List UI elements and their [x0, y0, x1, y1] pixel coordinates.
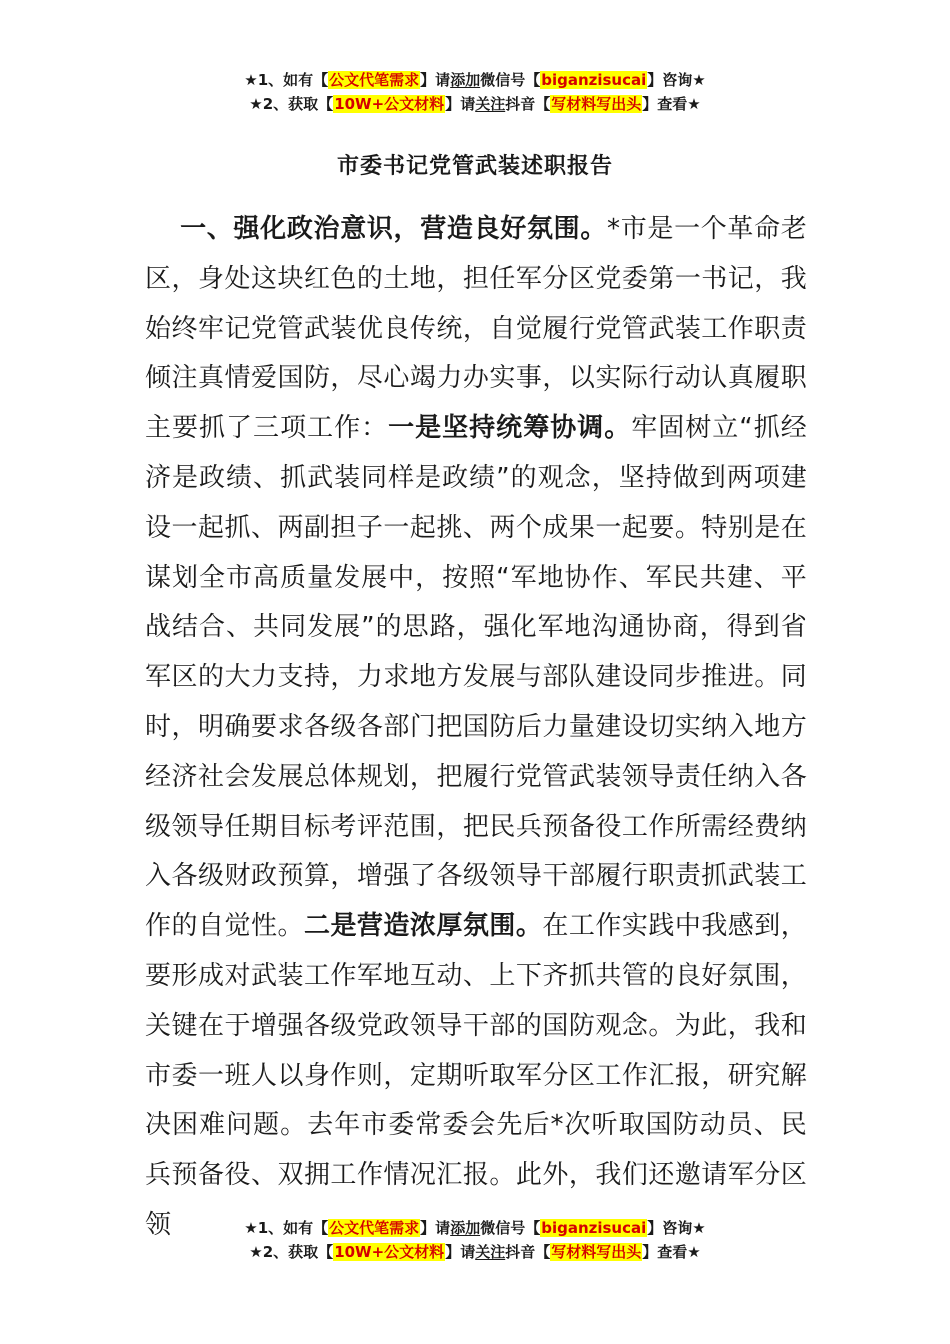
promo-highlight: 写材料写出头: [551, 95, 642, 113]
paragraph-text: 在工作实践中我感到，要形成对武装工作军地互动、上下齐抓共管的良好氛围，关键在于增强各级党政领导干部的国防观念。为此，我和市委一班人以身作则，定期听取军分区工作汇报，研究解决困难问题。去年市委常委会先后*次听取国防动员、民兵预备役、双拥工作情况汇报。此外，我们还邀请军分区领: [145, 911, 807, 1240]
promo-emphasis: 关注: [475, 1243, 506, 1261]
promo-text: 】咨询★: [647, 1219, 706, 1237]
point-heading: 二是营造浓厚氛围。: [303, 911, 543, 942]
promo-text: 】查看★: [642, 95, 701, 113]
promo-highlight: biganzisucai: [541, 1219, 647, 1237]
promo-highlight: 写材料写出头: [551, 1243, 642, 1261]
promo-line-1: [0, 68, 950, 92]
promo-text: 】查看★: [642, 1243, 701, 1261]
promo-text: 】请: [420, 71, 451, 89]
promo-text: 】请: [445, 1243, 476, 1261]
promo-text: 】咨询★: [647, 71, 706, 89]
paragraph-text: 牢固树立“抓经济是政绩、抓武装同样是政绩”的观念，坚持做到两项建设一起抓、两副担子一起挑、两个成果一起要。特别是在谋划全市高质量发展中，按照“军地协作、军民共建、平战结合、共同发展”的思路，强化军地沟通协商，得到省军区的大力支持，力求地方发展与部队建设同步推进。同时，明确要求各级各部门把国防后力量建设切实纳入地方经济社会发展总体规划，把履行党管武装领导责任纳入各级领导任期目标考评范围，把民兵预备役工作所需经费纳入各级财政预算，增强了各级领导干部履行职责抓武装工作的自觉性。: [145, 413, 807, 942]
promo-banner-bottom: [0, 1216, 950, 1264]
promo-banner-top: [0, 68, 950, 116]
promo-text: 抖音【: [505, 95, 551, 113]
promo-line-1: [0, 1216, 950, 1240]
promo-highlight: 公文代笔需求: [329, 71, 420, 89]
point-heading: 一是坚持统筹协调。: [388, 413, 632, 444]
promo-highlight: biganzisucai: [541, 71, 647, 89]
promo-text: ★1、如有【: [244, 71, 329, 89]
document-title: 市委书记党管武装述职报告: [336, 154, 613, 179]
promo-emphasis: 添加: [450, 1219, 481, 1237]
paragraph-text: *市是一个革命老区，身处这块红色的土地，担任军分区党委第一书记，我始终牢记党管武装优良传统，自觉履行党管武装工作职责倾注真情爱国防，尽心竭力办实事，以实际行动认真履职主要抓了三项工作：: [145, 214, 807, 444]
promo-highlight: 公文代笔需求: [329, 1219, 420, 1237]
promo-text: ★2、获取【: [249, 95, 334, 113]
promo-text: 】请: [445, 95, 476, 113]
promo-text: 】请: [420, 1219, 451, 1237]
promo-text: 微信号【: [480, 71, 541, 89]
promo-text: 微信号【: [480, 1219, 541, 1237]
promo-text: 抖音【: [505, 1243, 551, 1261]
promo-emphasis: 关注: [475, 95, 506, 113]
body-paragraph: [145, 205, 807, 1251]
promo-highlight: 10W+公文材料: [334, 95, 445, 113]
promo-line-2: [0, 92, 950, 116]
promo-highlight: 10W+公文材料: [334, 1243, 445, 1261]
promo-line-2: [0, 1240, 950, 1264]
promo-text: ★1、如有【: [244, 1219, 329, 1237]
promo-emphasis: 添加: [450, 71, 481, 89]
section-heading: 一、强化政治意识，营造良好氛围。: [180, 214, 608, 244]
promo-text: ★2、获取【: [249, 1243, 334, 1261]
